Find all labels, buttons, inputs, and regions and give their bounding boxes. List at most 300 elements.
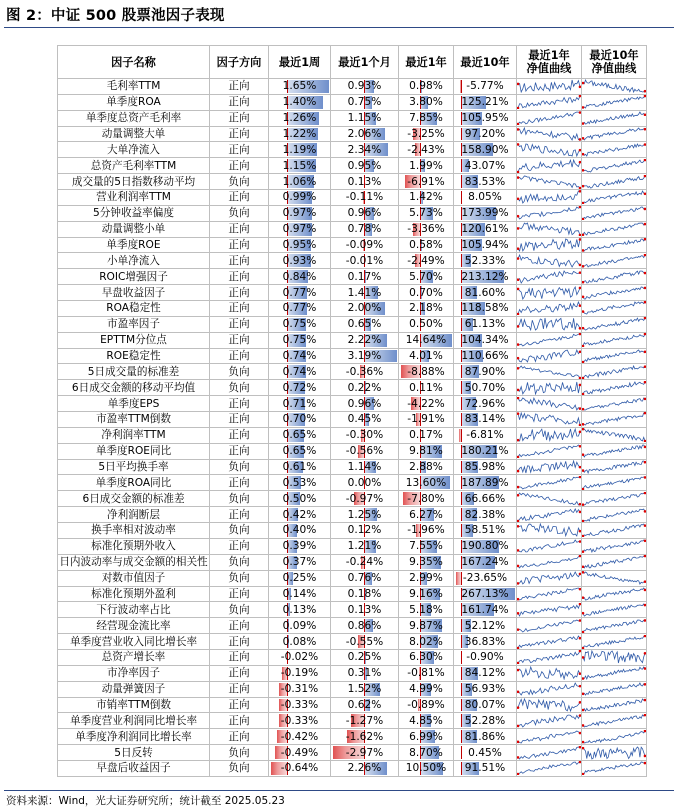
value-cell-y10: [454, 427, 517, 443]
nav-1y-sparkline: [517, 460, 581, 474]
value-text-m1: -0.36%: [345, 365, 384, 378]
nav-10y-cell: [582, 729, 647, 745]
nav-10y-cell: [582, 126, 647, 142]
value-cell-y1: [399, 507, 454, 523]
nav-1y-cell: [517, 380, 582, 396]
value-cell-y1: [399, 427, 454, 443]
sparkline-path: [583, 620, 645, 632]
sparkline-end-point: [579, 161, 581, 164]
value-cell-y10: [454, 174, 517, 190]
value-text-y1: 13.60%: [405, 476, 447, 489]
source-note: 资料来源：Wind，光大证券研究所；统计截至 2025.05.23: [6, 795, 285, 807]
sparkline-end-point: [517, 313, 519, 315]
factor-direction: 正向: [210, 507, 269, 523]
value-cell-y10: [454, 713, 517, 729]
value-cell-y1: [399, 681, 454, 697]
factor-name: 净利润断层: [58, 507, 210, 523]
sparkline-end-point: [579, 190, 581, 193]
value-cell-y10: [454, 332, 517, 348]
value-text-m1: -0.30%: [345, 429, 384, 442]
sparkline-end-point: [582, 612, 584, 615]
value-text-y1: 7.55%: [409, 540, 443, 553]
value-cell-w1: [269, 443, 331, 459]
value-cell-y10: [454, 316, 517, 332]
factor-direction: 正向: [210, 412, 269, 428]
table-row: [58, 301, 647, 317]
factor-name: 换手率相对波动率: [58, 523, 210, 539]
value-text-w1: 0.37%: [282, 556, 317, 569]
sparkline-end-point: [644, 476, 646, 479]
header-row: [58, 46, 647, 79]
value-text-m1: 0.65%: [347, 318, 382, 331]
sparkline-end-point: [644, 333, 646, 335]
value-cell-y10: [454, 681, 517, 697]
sparkline-path: [583, 223, 645, 235]
sparkline-path: [583, 160, 645, 172]
value-cell-m1: [331, 570, 399, 586]
sparkline-end-point: [579, 503, 581, 506]
value-text-w1: 0.75%: [282, 334, 317, 347]
nav-10y-sparkline: [582, 143, 646, 157]
nav-10y-sparkline: [582, 619, 646, 633]
value-cell-y10: [454, 364, 517, 380]
sparkline-end-point: [579, 111, 581, 114]
value-cell-m1: [331, 475, 399, 491]
sparkline-end-point: [517, 227, 519, 230]
factor-name: ROA稳定性: [58, 301, 210, 317]
sparkline-path: [583, 572, 645, 584]
value-cell-w1: [269, 396, 331, 412]
value-text-m1: 3.19%: [347, 350, 382, 363]
nav-10y-cell: [582, 697, 647, 713]
table-row: [58, 570, 647, 586]
value-text-y10: 110.66%: [461, 350, 509, 363]
value-cell-w1: [269, 586, 331, 602]
value-cell-y1: [399, 618, 454, 634]
nav-1y-sparkline: [517, 412, 581, 426]
sparkline-path: [583, 667, 645, 679]
value-text-y1: 9.16%: [409, 587, 443, 600]
value-text-m1: 0.22%: [347, 381, 382, 394]
value-cell-w1: [269, 665, 331, 681]
table-row: [58, 348, 647, 364]
nav-1y-sparkline: [517, 254, 581, 268]
value-cell-m1: [331, 745, 399, 761]
value-cell-m1: [331, 396, 399, 412]
value-cell-w1: [269, 412, 331, 428]
value-text-w1: -0.02%: [280, 651, 319, 664]
sparkline-path: [583, 302, 645, 314]
factor-direction: 负向: [210, 205, 269, 221]
nav-10y-sparkline: [582, 571, 646, 585]
value-cell-y1: [399, 142, 454, 158]
nav-1y-sparkline: [517, 444, 581, 458]
value-cell-y10: [454, 745, 517, 761]
value-cell-y10: [454, 586, 517, 602]
sparkline-end-point: [582, 656, 584, 659]
table-row: [58, 380, 647, 396]
sparkline-path: [583, 762, 645, 774]
sparkline-end-point: [579, 305, 581, 308]
factor-name: 营业利润率TTM: [58, 190, 210, 206]
sparkline-path: [583, 207, 645, 219]
value-text-w1: 0.97%: [282, 207, 317, 220]
value-text-w1: 0.14%: [282, 587, 317, 600]
value-cell-y1: [399, 602, 454, 618]
sparkline-path: [583, 445, 645, 457]
factor-name: 日内波动率与成交金额的相关性: [59, 556, 208, 569]
table-row: [58, 443, 647, 459]
value-text-m1: 0.18%: [347, 587, 382, 600]
nav-1y-cell: [517, 649, 582, 665]
value-cell-y1: [399, 269, 454, 285]
sparkline-end-point: [579, 685, 581, 688]
value-text-y1: 8.02%: [409, 635, 443, 648]
sparkline-end-point: [517, 170, 519, 172]
sparkline-path: [583, 461, 645, 473]
value-text-y1: 2.88%: [409, 461, 443, 474]
header-decade: 最近10年: [454, 46, 517, 79]
factor-direction: 正向: [210, 729, 269, 745]
value-text-w1: 0.65%: [282, 429, 317, 442]
table-row: [58, 427, 647, 443]
sparkline-path: [583, 144, 645, 156]
factor-direction: 正向: [210, 713, 269, 729]
value-text-y10: 87.90%: [464, 365, 506, 378]
nav-1y-sparkline: [517, 270, 581, 284]
nav-1y-cell: [517, 348, 582, 364]
value-text-y1: 5.70%: [409, 270, 443, 283]
factor-name: 5分钟收益率偏度: [58, 205, 210, 221]
value-text-y10: 105.94%: [461, 239, 509, 252]
factor-direction: 负向: [210, 523, 269, 539]
table-row: [58, 364, 647, 380]
table-row: [58, 697, 647, 713]
value-cell-w1: [269, 380, 331, 396]
nav-10y-cell: [582, 174, 647, 190]
value-cell-m1: [331, 221, 399, 237]
sparkline-path: [518, 318, 580, 330]
sparkline-path: [518, 176, 580, 188]
sparkline-path: [583, 112, 645, 124]
value-text-w1: -0.42%: [280, 730, 319, 743]
value-text-y10: 97.20%: [464, 128, 506, 140]
value-cell-y1: [399, 523, 454, 539]
value-cell-m1: [331, 649, 399, 665]
sparkline-path: [518, 287, 580, 299]
value-text-m1: -2.97%: [345, 746, 384, 759]
nav-1y-cell: [517, 507, 582, 523]
sparkline-end-point: [517, 773, 519, 775]
table-row: [58, 713, 647, 729]
factor-direction: 正向: [210, 443, 269, 459]
factor-name: 成交量的5日指数移动平均: [58, 174, 210, 190]
value-cell-y10: [454, 570, 517, 586]
sparkline-path: [583, 429, 645, 441]
value-text-y1: -1.91%: [407, 413, 445, 426]
value-cell-y1: [399, 412, 454, 428]
value-cell-m1: [331, 586, 399, 602]
nav-1y-cell: [517, 570, 582, 586]
value-text-w1: 0.93%: [282, 254, 317, 267]
table-row: [58, 729, 647, 745]
sparkline-end-point: [517, 525, 519, 528]
value-cell-y1: [399, 586, 454, 602]
factor-name: 净利润率TTM: [58, 427, 210, 443]
value-cell-y10: [454, 602, 517, 618]
value-text-w1: -0.49%: [280, 746, 319, 759]
value-cell-y10: [454, 475, 517, 491]
nav-1y-cell: [517, 332, 582, 348]
sparkline-path: [583, 287, 645, 299]
value-text-m1: -0.56%: [345, 445, 384, 458]
value-text-m1: 0.93%: [347, 80, 382, 93]
value-text-w1: 0.65%: [282, 445, 317, 458]
value-text-y1: 1.99%: [409, 159, 443, 172]
value-text-m1: 1.25%: [347, 508, 382, 521]
value-cell-w1: [269, 538, 331, 554]
nav-1y-cell: [517, 491, 582, 507]
nav-1y-cell: [517, 205, 582, 221]
nav-10y-sparkline: [582, 127, 646, 141]
factor-direction: 正向: [210, 126, 269, 142]
value-text-w1: 0.97%: [282, 223, 317, 236]
nav-10y-sparkline: [582, 222, 646, 236]
factor-name: 5日平均换手率: [58, 459, 210, 475]
factor-name: 对数市值因子: [58, 570, 210, 586]
value-text-y10: 167.24%: [461, 556, 509, 569]
factor-name: 经营现金流比率: [58, 618, 210, 634]
value-cell-y10: [454, 649, 517, 665]
value-text-y10: -6.81%: [466, 429, 504, 442]
factor-direction: 负向: [210, 380, 269, 396]
value-text-w1: 0.72%: [282, 381, 317, 394]
value-cell-w1: [269, 332, 331, 348]
nav-1y-cell: [517, 618, 582, 634]
value-text-y1: -6.91%: [407, 175, 445, 188]
value-text-w1: 0.74%: [282, 350, 317, 363]
value-text-y10: 83.14%: [464, 413, 506, 426]
sparkline-end-point: [582, 265, 584, 268]
nav-10y-cell: [582, 253, 647, 269]
value-text-w1: 0.50%: [282, 492, 317, 505]
factor-name: 小单净流入: [58, 253, 210, 269]
nav-10y-cell: [582, 285, 647, 301]
nav-10y-cell: [582, 190, 647, 206]
nav-10y-sparkline: [582, 428, 646, 442]
sparkline-path: [583, 318, 645, 330]
value-cell-m1: [331, 554, 399, 570]
value-cell-w1: [269, 491, 331, 507]
sparkline-path: [518, 160, 580, 172]
factor-direction: 正向: [210, 142, 269, 158]
value-text-w1: 1.22%: [282, 128, 317, 140]
sparkline-end-point: [644, 208, 646, 211]
factor-direction: 正向: [210, 665, 269, 681]
nav-1y-cell: [517, 554, 582, 570]
sparkline-path: [518, 350, 580, 362]
value-cell-m1: [331, 269, 399, 285]
sparkline-path: [518, 477, 580, 489]
table-row: [58, 396, 647, 412]
sparkline-path: [583, 651, 645, 663]
value-text-y1: 1.42%: [409, 191, 443, 204]
value-text-y10: 84.12%: [464, 667, 506, 680]
value-cell-y10: [454, 523, 517, 539]
sparkline-end-point: [644, 683, 646, 686]
sparkline-end-point: [582, 677, 584, 680]
nav-1y-sparkline: [517, 476, 581, 490]
nav-10y-sparkline: [582, 587, 646, 601]
value-cell-m1: [331, 380, 399, 396]
sparkline-end-point: [644, 271, 646, 274]
nav-1y-sparkline: [517, 127, 581, 141]
sparkline-path: [518, 96, 580, 108]
value-text-m1: 2.22%: [347, 334, 382, 347]
value-cell-w1: [269, 364, 331, 380]
nav-10y-cell: [582, 427, 647, 443]
factor-direction: 负向: [210, 570, 269, 586]
factor-table-body: [58, 79, 647, 777]
sparkline-path: [518, 207, 580, 219]
value-cell-m1: [331, 348, 399, 364]
value-text-y10: -0.90%: [466, 651, 504, 664]
factor-direction: 正向: [210, 649, 269, 665]
sparkline-path: [518, 239, 580, 251]
nav-1y-sparkline: [517, 238, 581, 252]
sparkline-path: [518, 302, 580, 314]
nav-1y-cell: [517, 586, 582, 602]
value-cell-y1: [399, 364, 454, 380]
value-cell-y10: [454, 491, 517, 507]
sparkline-end-point: [582, 169, 584, 172]
factor-direction: 正向: [210, 158, 269, 174]
value-text-y10: 56.93%: [464, 683, 506, 696]
nav-1y-cell: [517, 697, 582, 713]
sparkline-end-point: [517, 128, 519, 131]
factor-table: [57, 45, 647, 777]
value-cell-w1: [269, 602, 331, 618]
sparkline-end-point: [582, 424, 584, 427]
sparkline-path: [518, 80, 580, 92]
nav-1y-sparkline: [517, 349, 581, 363]
sparkline-path: [583, 96, 645, 108]
sparkline-end-point: [579, 619, 581, 622]
nav-10y-sparkline: [582, 254, 646, 268]
nav-1y-sparkline: [517, 222, 581, 236]
value-cell-y10: [454, 221, 517, 237]
factor-name: 标准化预期外盈利: [58, 586, 210, 602]
nav-1y-cell: [517, 412, 582, 428]
value-cell-m1: [331, 634, 399, 650]
value-cell-w1: [269, 745, 331, 761]
sparkline-end-point: [517, 367, 519, 370]
sparkline-end-point: [517, 257, 519, 260]
value-cell-m1: [331, 713, 399, 729]
factor-name: 总资产增长率: [58, 649, 210, 665]
table-row: [58, 586, 647, 602]
nav-1y-cell: [517, 745, 582, 761]
sparkline-end-point: [579, 541, 581, 544]
sparkline-end-point: [644, 762, 646, 765]
value-cell-y10: [454, 269, 517, 285]
sparkline-end-point: [644, 412, 646, 414]
value-text-m1: 0.96%: [347, 207, 382, 220]
value-text-y1: 0.70%: [409, 286, 443, 299]
table-row: [58, 285, 647, 301]
sparkline-end-point: [579, 271, 581, 274]
nav-10y-cell: [582, 316, 647, 332]
table-row: [58, 316, 647, 332]
value-cell-w1: [269, 190, 331, 206]
header-nav-1y-line1: 最近1年: [528, 49, 570, 62]
value-cell-w1: [269, 507, 331, 523]
sparkline-path: [518, 747, 580, 759]
sparkline-path: [583, 731, 645, 743]
factor-name: 单季度营业收入同比增长率: [58, 634, 210, 650]
factor-direction: 正向: [210, 475, 269, 491]
value-cell-y1: [399, 697, 454, 713]
value-text-y1: 4.85%: [409, 714, 443, 727]
nav-10y-sparkline: [582, 555, 646, 569]
value-text-y1: 9.81%: [409, 445, 443, 458]
value-cell-y10: [454, 285, 517, 301]
nav-1y-cell: [517, 459, 582, 475]
value-cell-w1: [269, 523, 331, 539]
nav-1y-cell: [517, 475, 582, 491]
nav-10y-cell: [582, 142, 647, 158]
value-cell-m1: [331, 459, 399, 475]
nav-1y-sparkline: [517, 539, 581, 553]
value-text-m1: 0.25%: [347, 651, 382, 664]
value-text-y1: 0.50%: [409, 318, 443, 331]
value-text-m1: 1.52%: [347, 683, 382, 696]
factor-name: 单季度净利润同比增长率: [58, 729, 210, 745]
nav-1y-cell: [517, 760, 582, 776]
value-text-y10: 161.74%: [461, 603, 509, 616]
value-cell-y1: [399, 380, 454, 396]
value-text-y1: 2.99%: [409, 572, 443, 585]
nav-1y-sparkline: [517, 603, 581, 617]
value-text-y10: -23.65%: [462, 572, 508, 585]
value-text-w1: 0.74%: [282, 365, 317, 378]
sparkline-end-point: [579, 286, 581, 289]
value-cell-w1: [269, 760, 331, 776]
value-cell-y1: [399, 205, 454, 221]
factor-name: 单季度ROA: [58, 94, 210, 110]
sparkline-end-point: [579, 383, 581, 386]
value-cell-m1: [331, 190, 399, 206]
sparkline-path: [583, 413, 645, 425]
sparkline-path: [583, 747, 645, 759]
factor-name: 市盈率TTM倒数: [58, 412, 210, 428]
sparkline-path: [583, 477, 645, 489]
factor-direction: 负向: [210, 174, 269, 190]
nav-10y-sparkline: [582, 682, 646, 696]
value-text-y10: 52.12%: [464, 619, 506, 632]
sparkline-end-point: [517, 486, 519, 489]
value-cell-m1: [331, 491, 399, 507]
value-text-m1: 2.34%: [347, 143, 382, 156]
nav-1y-cell: [517, 713, 582, 729]
table-row: [58, 649, 647, 665]
sparkline-path: [583, 556, 645, 568]
header-nav-1y-line2: 净值曲线: [526, 62, 572, 75]
nav-10y-cell: [582, 364, 647, 380]
header-nav-10y: [582, 46, 647, 79]
factor-name: 动量调整大单: [58, 126, 210, 142]
value-text-w1: 0.95%: [282, 239, 317, 252]
